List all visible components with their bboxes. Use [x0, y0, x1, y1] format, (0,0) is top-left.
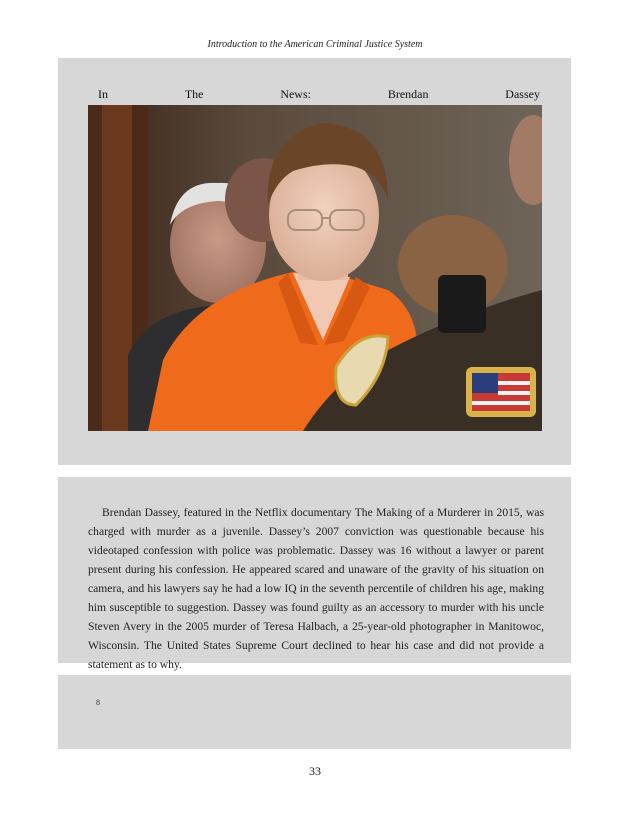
- title-word: In: [98, 87, 108, 101]
- news-photo: [88, 105, 542, 431]
- page-number: 33: [309, 764, 321, 778]
- article-paragraph: Brendan Dassey, featured in the Netflix documentary The Making of a Murderer in 2015, was charged with murder as a juvenile. Dassey’s 2007 conviction was questionable because his videotaped confession with police was problematic. Dassey was 16 without a lawyer or parent present during his confession. He appeared scared and unaware of the gravity of his situation on camera, and his lawyers say he had a low IQ in the seventh percentile of children his age, making him susceptible to suggestion. Dassey was found guilty as an accessory to murder with his uncle Steven Avery in the 2005 murder of Teresa Halbach, a 25-year-old photographer in Manitowoc, Wisconsin. The United States Supreme Court declined to hear his case and did not provide a statement as to why.: [88, 506, 544, 671]
- in-the-news-box: [58, 58, 571, 465]
- running-header: Introduction to the American Criminal Justice System: [207, 39, 423, 50]
- footnote-box: [58, 675, 571, 749]
- footnote-number: 8: [96, 698, 100, 707]
- title-word: Dassey: [505, 87, 540, 101]
- news-box-title: [98, 87, 540, 102]
- title-word: The: [184, 87, 204, 101]
- article-box: [58, 477, 571, 671]
- title-word: News:: [280, 87, 311, 101]
- title-word: Brendan: [387, 87, 429, 101]
